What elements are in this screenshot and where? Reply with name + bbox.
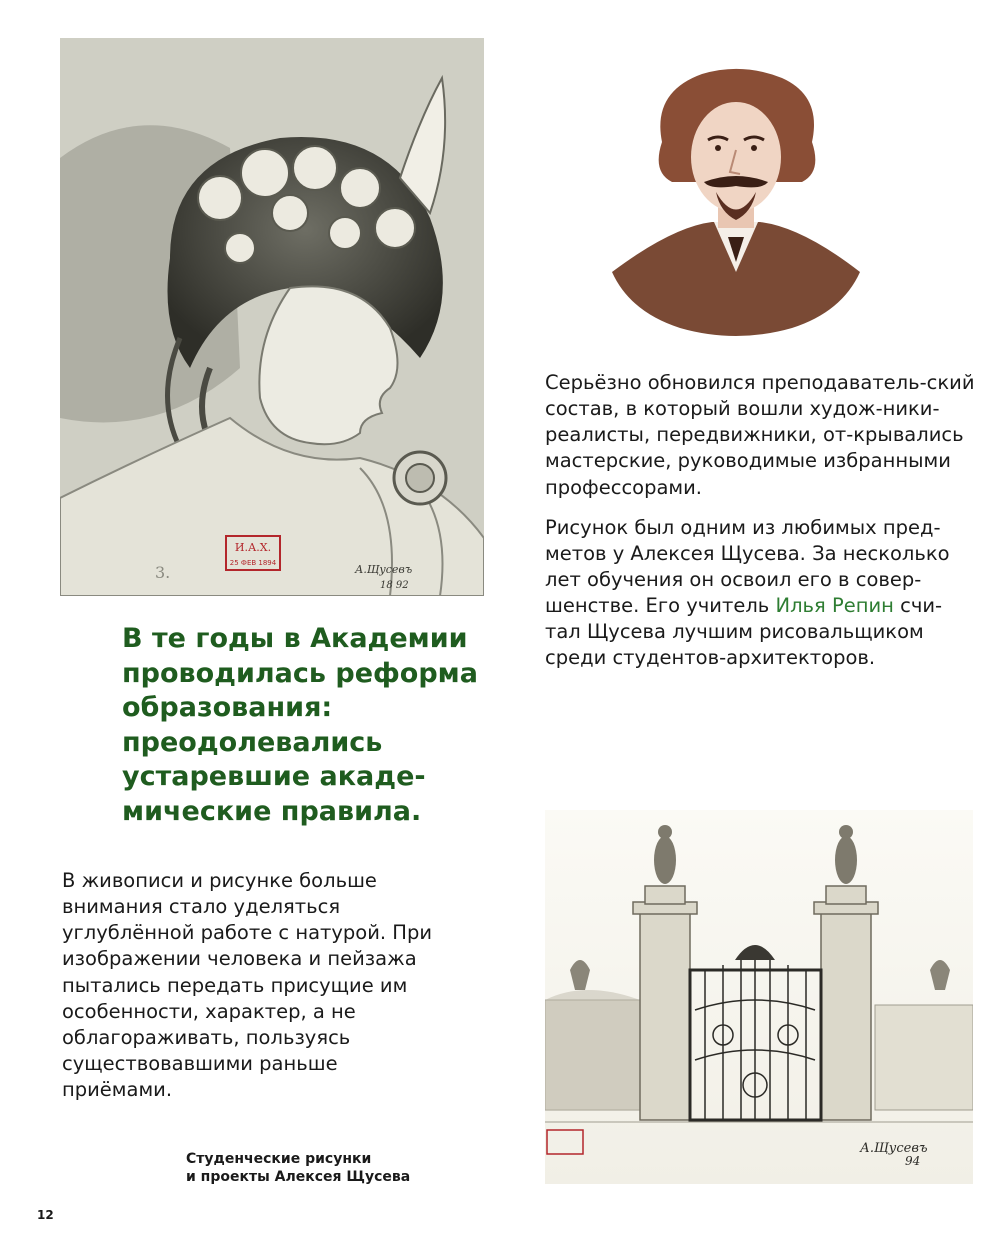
gate-project-drawing: [545, 810, 973, 1184]
right-column-text: [545, 370, 975, 685]
caption-line-2: и проекты Алексея Щусева: [186, 1169, 411, 1186]
left-column-text: В живописи и рисунке больше внимания стало уделяться углублённой работе с натурой. При изображении человека и пейзажа пытались передать присущие им особенности, характер, а не облагораживать, пользуясь существовавшими раньше приёмами.: [62, 869, 433, 1101]
right-paragraph-2-end: счи-тал Щусева лучшим рисовальщиком среди студентов-архитекторов.: [545, 594, 943, 670]
right-paragraph-2-start: Рисунок был одним из любимых пред-метов у Алексея Щусева. За несколько лет обучения он освоил его в совер-шенстве. Его учитель: [545, 515, 950, 617]
page-number: 12: [37, 1208, 54, 1222]
right-paragraph-2: [545, 515, 975, 672]
sketch-year: 18 92: [380, 580, 409, 591]
repin-portrait: [612, 62, 860, 340]
gate-illustration: [545, 810, 973, 1184]
portrait-illustration: [612, 62, 860, 340]
stamp-line-1: И.А.Х.: [234, 541, 272, 554]
image-caption: [186, 1150, 436, 1186]
gate-signature: А.Щусевъ: [860, 1141, 928, 1156]
academic-sketch-image: [60, 38, 484, 596]
sketch-corner-mark: 3.: [155, 563, 171, 582]
repin-name-link[interactable]: Илья Репин: [775, 594, 894, 617]
right-paragraph-1: Серьёзно обновился преподаватель-ский состав, в который вошли худож-ники-реалисты, передвижники, от-крывались мастерские, руководимые избранными профессорами.: [545, 371, 975, 499]
pull-quote: В те годы в Академии проводилась реформа образования: преодолевались устаревшие акаде-мические правила.: [122, 623, 478, 827]
stamp-line-2: 25 ФЕВ 1894: [229, 559, 277, 567]
gate-year: 94: [905, 1154, 921, 1168]
caption-line-1: Студенческие рисунки: [186, 1151, 372, 1167]
sketch-drawing: [60, 38, 484, 596]
sketch-signature: А.Щусевъ: [355, 563, 413, 576]
